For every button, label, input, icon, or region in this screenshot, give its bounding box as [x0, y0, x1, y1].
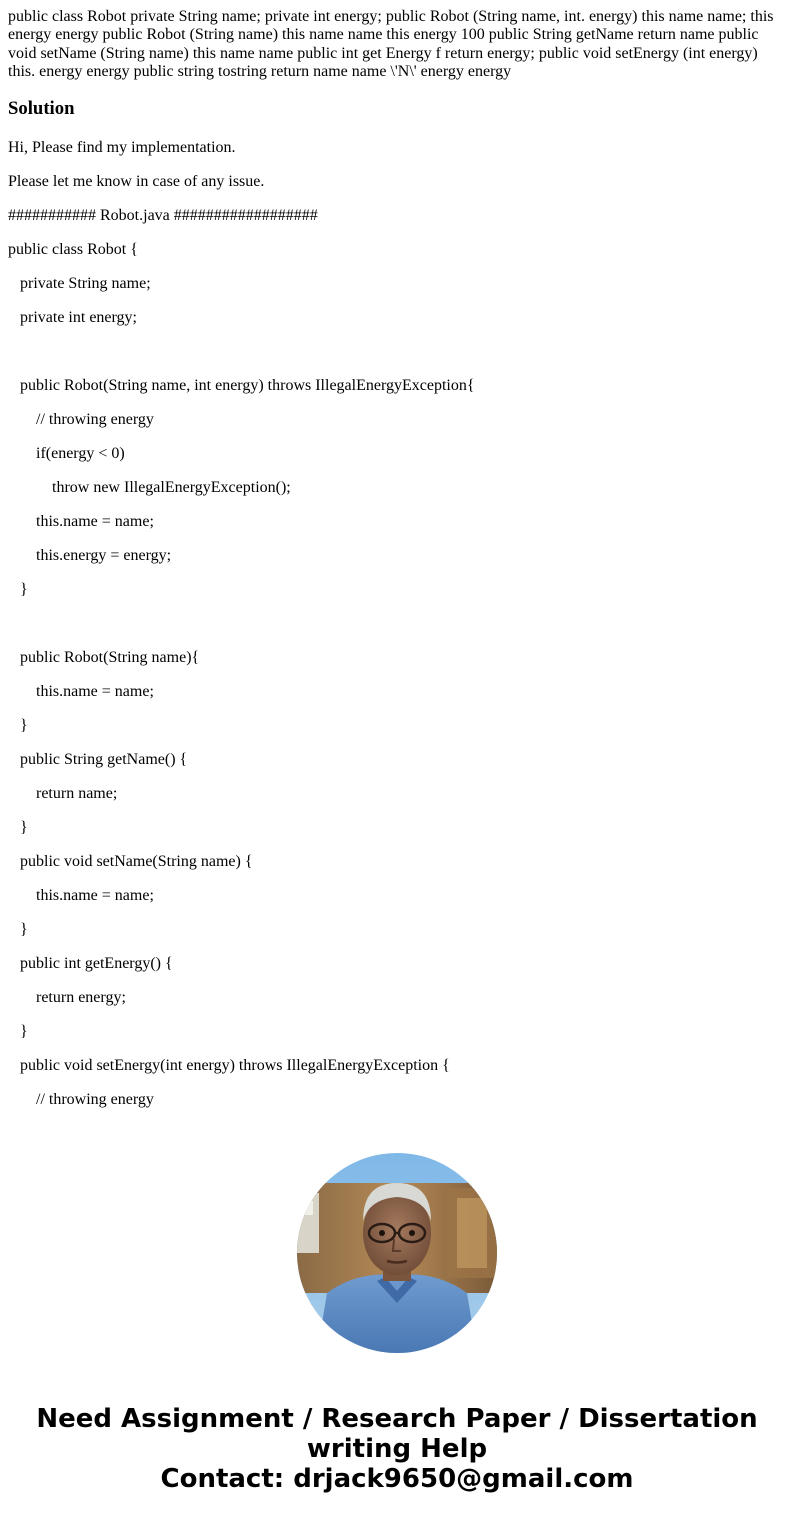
code-line: this.name = name;	[36, 887, 154, 904]
code-line: }	[20, 581, 28, 598]
code-line	[8, 340, 786, 374]
code-line: public int getEnergy() {	[20, 955, 173, 972]
intro-line: Please let me know in case of any issue.	[8, 173, 265, 190]
avatar-photo	[297, 1153, 497, 1353]
code-line: private String name;	[20, 275, 151, 292]
code-line: // throwing energy	[36, 1091, 154, 1108]
code-line: private int energy;	[20, 309, 137, 326]
footer-banner	[0, 1404, 794, 1494]
code-line: return energy;	[36, 989, 126, 1006]
code-line: // throwing energy	[36, 411, 154, 428]
code-line: this.name = name;	[36, 513, 154, 530]
file-header: ########### Robot.java ##################	[8, 207, 318, 224]
code-line: }	[20, 819, 28, 836]
code-line: }	[20, 717, 28, 734]
code-line: this.energy = energy;	[36, 547, 172, 564]
code-line: public Robot(String name, int energy) throws IllegalEnergyException{	[20, 377, 475, 394]
footer-line: Need Assignment / Research Paper / Dissertation	[36, 1404, 758, 1434]
code-line: this.name = name;	[36, 683, 154, 700]
avatar	[297, 1153, 497, 1353]
question-text: public class Robot private String name; private int energy; public Robot (String name, int. energy) this name name; this energy energy public Robot (String name) this name name this energy 100 public String getName return name public void setName (String name) this name name public int get Energy f return energy; public void setEnergy (int energy) this. energy energy public string tostring return name name \'N\' energy energy	[8, 8, 774, 81]
code-line: }	[20, 1023, 28, 1040]
code-line: public Robot(String name){	[20, 649, 200, 666]
code-line: return name;	[36, 785, 118, 802]
code-line: throw new IllegalEnergyException();	[52, 479, 291, 496]
code-line: public void setEnergy(int energy) throws IllegalEnergyException {	[20, 1057, 450, 1074]
intro-line: Hi, Please find my implementation.	[8, 139, 236, 156]
code-line: public class Robot {	[8, 241, 138, 258]
footer-contact: Contact: drjack9650@gmail.com	[160, 1464, 634, 1494]
footer-line: writing Help	[306, 1434, 488, 1464]
code-line: public void setName(String name) {	[20, 853, 253, 870]
code-line: if(energy < 0)	[36, 445, 125, 462]
code-line	[8, 612, 786, 646]
answer-body	[8, 136, 786, 1122]
code-line: }	[20, 921, 28, 938]
code-line: public String getName() {	[20, 751, 188, 768]
solution-heading: Solution	[8, 98, 75, 119]
